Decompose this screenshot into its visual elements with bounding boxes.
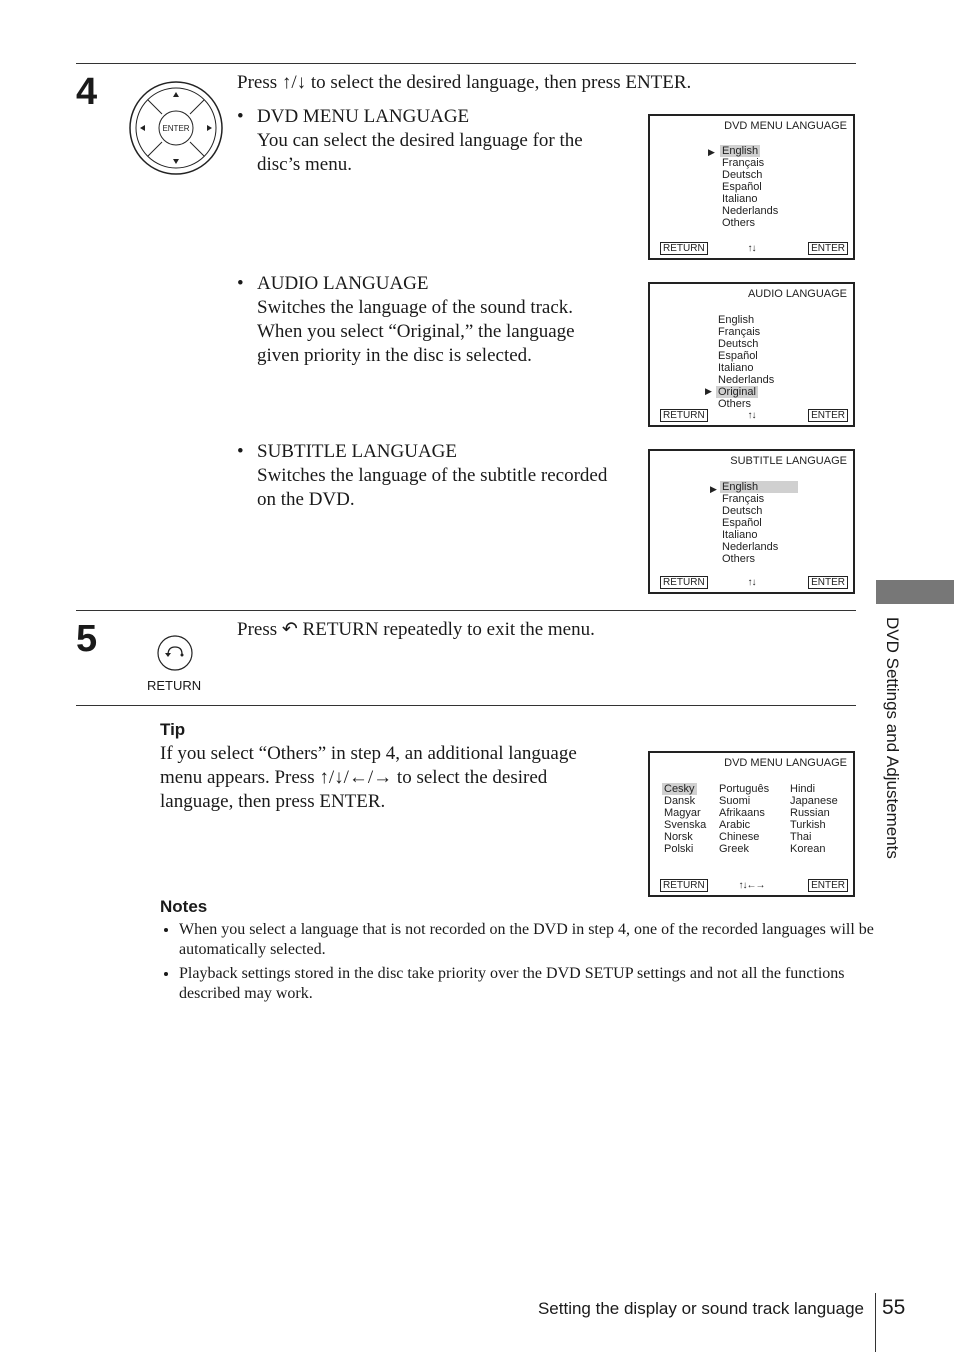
language-option[interactable]: English <box>722 145 759 157</box>
language-option[interactable]: Russian <box>790 807 830 819</box>
notes-heading: Notes <box>160 897 208 916</box>
footer-divider <box>875 1293 876 1352</box>
language-option[interactable]: Others <box>722 217 756 229</box>
language-option[interactable]: Others <box>718 398 752 410</box>
language-list <box>722 481 798 565</box>
cursor-icon: ▶ <box>705 386 712 396</box>
tip-heading: Tip <box>160 720 186 739</box>
language-option[interactable]: Nederlands <box>722 205 779 217</box>
language-option[interactable]: Italiano <box>722 529 758 541</box>
enter-label: ENTER <box>162 124 190 133</box>
language-option[interactable]: Norsk <box>664 831 693 843</box>
language-option[interactable]: Japanese <box>790 795 838 807</box>
language-option[interactable]: English <box>718 314 755 326</box>
language-option[interactable]: Suomi <box>719 795 751 807</box>
language-option[interactable]: Svenska <box>664 819 707 831</box>
language-option[interactable]: Turkish <box>790 819 826 831</box>
language-option[interactable]: Deutsch <box>722 505 763 517</box>
item-description: Switches the language of the sound track. When you select “Original,” the language given priority in the disc is selected. <box>257 297 575 366</box>
step-number: 5 <box>76 618 98 660</box>
up-down-arrows-icon: ↑↓ <box>747 410 756 421</box>
language-column-1 <box>664 783 706 855</box>
enter-button[interactable]: ENTER <box>808 576 848 589</box>
enter-button[interactable]: ENTER <box>808 242 848 255</box>
language-option[interactable]: Arabic <box>719 819 751 831</box>
return-button-icon <box>156 634 194 672</box>
language-option[interactable]: Korean <box>790 843 826 855</box>
enter-button[interactable]: ENTER <box>808 409 848 422</box>
language-option[interactable]: Magyar <box>664 807 701 819</box>
language-option[interactable]: Dansk <box>664 795 696 807</box>
enter-button[interactable]: ENTER <box>808 879 848 892</box>
screen-title: DVD MENU LANGUAGE <box>724 120 847 132</box>
step-number: 4 <box>76 71 98 113</box>
step4-instruction: Press ↑/↓ to select the desired language, then press ENTER. <box>237 72 692 93</box>
language-option[interactable]: Español <box>722 181 762 193</box>
language-option[interactable]: Original <box>718 386 756 398</box>
audio-language-item <box>237 272 617 368</box>
remote-dpad-icon <box>128 80 224 176</box>
item-description: You can select the desired language for the disc’s menu. <box>257 130 583 175</box>
return-button[interactable]: RETURN <box>660 879 708 892</box>
language-option[interactable]: Português <box>719 783 770 795</box>
cursor-icon: ▶ <box>710 484 717 494</box>
step-divider <box>76 610 856 611</box>
tip-text: If you select “Others” in step 4, an additional language menu appears. Press ↑/↓/←/→ to select the desired language, then press ENTER. <box>160 743 577 812</box>
item-heading: • DVD MENU LANGUAGE <box>237 105 617 129</box>
language-column-2 <box>719 783 769 855</box>
tip-divider <box>76 705 856 706</box>
language-list <box>718 314 774 410</box>
screen-title: DVD MENU LANGUAGE <box>724 757 847 769</box>
dvd-menu-language-screen <box>648 114 855 260</box>
others-language-screen <box>648 751 855 897</box>
cursor-icon: ▶ <box>708 147 715 157</box>
language-option[interactable]: Italiano <box>718 362 754 374</box>
screen-title: AUDIO LANGUAGE <box>747 288 847 300</box>
language-option[interactable]: Français <box>722 157 765 169</box>
subtitle-language-screen <box>648 449 855 594</box>
language-option[interactable]: Thai <box>790 831 812 843</box>
screen-title: SUBTITLE LANGUAGE <box>730 455 847 467</box>
item-description: Switches the language of the subtitle recorded on the DVD. <box>257 465 608 510</box>
page-number: 55 <box>882 1296 906 1319</box>
language-option[interactable]: Español <box>718 350 758 362</box>
return-button[interactable]: RETURN <box>660 576 708 589</box>
section-tab <box>876 580 954 604</box>
language-option[interactable]: Deutsch <box>718 338 759 350</box>
note-item: • When you select a language that is not recorded on the DVD in step 4, one of the recorded languages will be automatically selected. <box>179 920 875 960</box>
subtitle-language-item <box>237 440 617 512</box>
notes-list <box>160 920 875 1008</box>
language-option[interactable]: Polski <box>664 843 694 855</box>
return-button[interactable]: RETURN <box>660 409 708 422</box>
language-option[interactable]: English <box>722 481 798 493</box>
language-option[interactable]: Hindi <box>790 783 816 795</box>
dvd-menu-language-item <box>237 105 617 177</box>
top-rule <box>76 63 856 64</box>
language-option[interactable]: Français <box>718 326 761 338</box>
language-list <box>722 145 778 229</box>
language-option[interactable]: Italiano <box>722 193 758 205</box>
language-option[interactable]: Nederlands <box>722 541 779 553</box>
language-option[interactable]: Greek <box>719 843 749 855</box>
language-option[interactable]: Afrikaans <box>719 807 765 819</box>
language-column-3 <box>790 783 838 855</box>
language-option[interactable]: Español <box>722 517 762 529</box>
four-way-arrows-icon: ↑↓←→ <box>738 880 765 891</box>
note-item: • Playback settings stored in the disc take priority over the DVD SETUP settings and not all the functions described may work. <box>179 964 875 1004</box>
footer-section-title: Setting the display or sound track language <box>537 1299 864 1318</box>
return-label: RETURN <box>147 678 202 693</box>
language-option[interactable]: Français <box>722 493 765 505</box>
language-option[interactable]: Nederlands <box>718 374 775 386</box>
step5-instruction: Press ↶ RETURN repeatedly to exit the menu. <box>237 619 595 640</box>
item-heading: • SUBTITLE LANGUAGE <box>237 440 617 464</box>
return-button[interactable]: RETURN <box>660 242 708 255</box>
section-side-label: DVD Settings and Adjustements <box>883 617 902 859</box>
language-option[interactable]: Cesky <box>664 783 695 795</box>
up-down-arrows-icon: ↑↓ <box>747 243 756 254</box>
language-option[interactable]: Chinese <box>719 831 760 843</box>
up-down-arrows-icon: ↑↓ <box>747 577 756 588</box>
language-option[interactable]: Deutsch <box>722 169 763 181</box>
audio-language-screen <box>648 282 855 427</box>
language-option[interactable]: Others <box>722 553 756 565</box>
item-heading: • AUDIO LANGUAGE <box>237 272 617 296</box>
